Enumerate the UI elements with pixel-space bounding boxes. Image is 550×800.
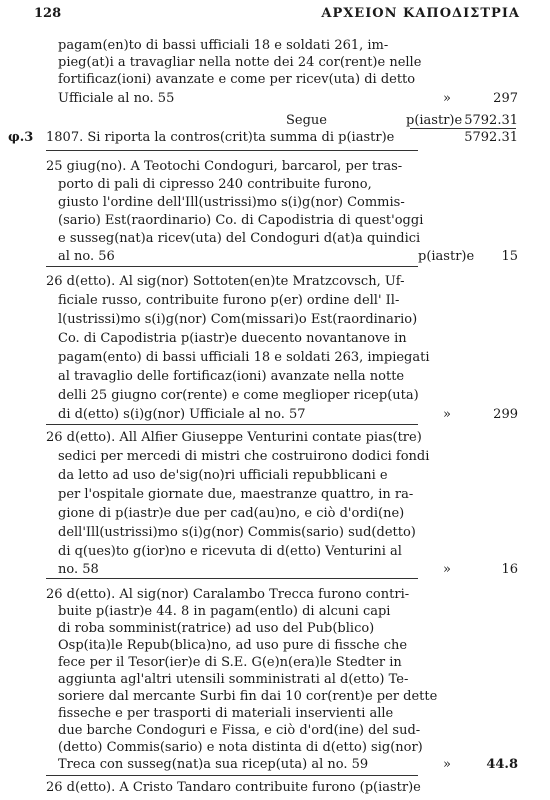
text-line: porto di pali di cipresso 240 contribuite furono, (58, 177, 372, 192)
text-line: sedici per mercedi di mistri che costruirono dodici fondi (58, 449, 430, 464)
text-line: soriere dal mercante Surbi fin dai 10 cor(rent)e per dette (58, 689, 438, 704)
text-line: 26 d(etto). All Alfier Giuseppe Venturini contate pias(tre) (46, 430, 422, 445)
text-line: no. 58 » 16 (58, 562, 518, 577)
text-line: di roba somminist(ratrice) ad uso del Pub(blico) (58, 621, 375, 636)
text-line: Ufficiale al no. 55 » 297 (58, 91, 518, 106)
text-line: aggiunta agl'altri utensili somministrati al d(etto) Te- (58, 672, 409, 687)
running-title: ΑΡΧΕΙΟΝ ΚΑΠΟΔΙΣΤΡΙΑ (321, 6, 520, 21)
text-line: giusto l'ordine dell'Ill(ustrissi)mo s(i)g(nor) Commis- (58, 195, 405, 210)
ditto-mark: » (443, 757, 451, 772)
text-line: pieg(at)i a travagliar nella notte dei 24 cor(rent)e nelle (58, 55, 422, 70)
ditto-mark: » (443, 91, 451, 106)
carry-forward-row: φ.3 1807. Si riporta la contros(crit)ta summa di p(iastr)e 5792.31 (8, 130, 518, 145)
text-line: (sario) Est(raordinario) Co. di Capodistria di quest'oggi (58, 213, 424, 228)
text-line: 25 giug(no). A Teotochi Condoguri, barcarol, per tras- (46, 159, 403, 174)
text-line: fortificaz(ioni) avanzate e come per ricev(uta) di detto (58, 72, 416, 87)
text-line: 26 d(etto). Al sig(nor) Caralambo Trecca furono contri- (46, 587, 410, 602)
text-line: al no. 56 p(iastr)e 15 (58, 249, 518, 264)
text-line: ficiale russo, contribuite furono p(er) ordine dell' Il- (58, 293, 400, 308)
text-line: pagam(en)to di bassi ufficiali 18 e soldati 261, im- (58, 38, 389, 53)
text-line: fece per il Tesor(ier)e di S.E. G(e)n(era)le Stedter in (58, 655, 402, 670)
entry-separator (46, 775, 418, 776)
entry-separator (46, 578, 418, 579)
text-line: pagam(ento) di bassi ufficiali 18 e soldati 263, impiegati (58, 350, 430, 365)
ditto-mark: » (443, 562, 451, 577)
segue-row (0, 112, 550, 129)
ditto-mark: » (443, 407, 451, 422)
amount: 15 (501, 249, 518, 264)
text-line: Osp(ita)le Repub(blica)no, ad uso pure di fissche che (58, 638, 408, 653)
text-line: (detto) Commis(sario) e nota distinta di d(etto) sig(nor) (58, 740, 423, 755)
text-line: 26 d(etto). A Cristo Tandaro contribuite furono (p(iastr)e (46, 780, 421, 795)
text-line: di q(ues)to g(ior)no e ricevuta di d(etto) Venturini al (58, 544, 402, 559)
text-line: da letto ad uso de'sig(no)ri ufficiali repubblicani e (58, 468, 388, 483)
text-line: due barche Condoguri e Fissa, e ciò d'ord(ine) del sud- (58, 723, 421, 738)
entry-separator (46, 266, 418, 267)
folio-marker: φ.3 (8, 130, 34, 145)
text-line: delli 25 giugno cor(rente) e come meglioper ricep(uta) (58, 388, 419, 403)
amount: 44.8 (486, 757, 518, 772)
text-line: gione di p(iastr)e due per cad(au)no, e ciò d'ordi(ne) (58, 506, 405, 521)
currency: p(iastr)e (418, 249, 475, 264)
text-line: fisseche e per trasporti di materiali inservienti alle (58, 706, 394, 721)
text-line: Treca con susseg(nat)a sua ricep(uta) al no. 59 » 44.8 (58, 757, 518, 772)
text-line: Co. di Capodistria p(iastr)e duecento novantanove in (58, 331, 407, 346)
text-line: al travaglio delle fortificaz(ioni) avanzate nella notte (58, 369, 405, 384)
text-line: buite p(iastr)e 44. 8 in pagam(entlo) di alcuni capi (58, 604, 391, 619)
amount: 16 (501, 562, 518, 577)
text-line: dell'Ill(ustrissi)mo s(i)g(nor) Commis(sario) sud(detto) (58, 525, 416, 540)
segue-label: Segue (286, 113, 327, 128)
segue-amount: 5792.31 (464, 113, 518, 128)
text-line: di d(etto) s(i)g(nor) Ufficiale al no. 57 » 299 (58, 407, 518, 422)
amount: 297 (493, 91, 518, 106)
segue-currency: p(iastr)e (406, 113, 463, 128)
text-line: per l'ospitale giornate due, maestranze quattro, in ra- (58, 487, 414, 502)
amount: 299 (493, 407, 518, 422)
page-number: 128 (34, 6, 62, 21)
amount: 5792.31 (464, 130, 518, 145)
text-line: 26 d(etto). Al sig(nor) Sottoten(en)te Mratzcovsch, Uf- (46, 274, 405, 289)
entry-separator (46, 424, 418, 425)
text-line: l(ustrissi)mo s(i)g(nor) Com(missari)o Est(raordinario) (58, 312, 418, 327)
entry-separator (46, 150, 418, 151)
text-line: e susseg(nat)a ricev(uta) del Condoguri d(at)a quindici (58, 231, 421, 246)
